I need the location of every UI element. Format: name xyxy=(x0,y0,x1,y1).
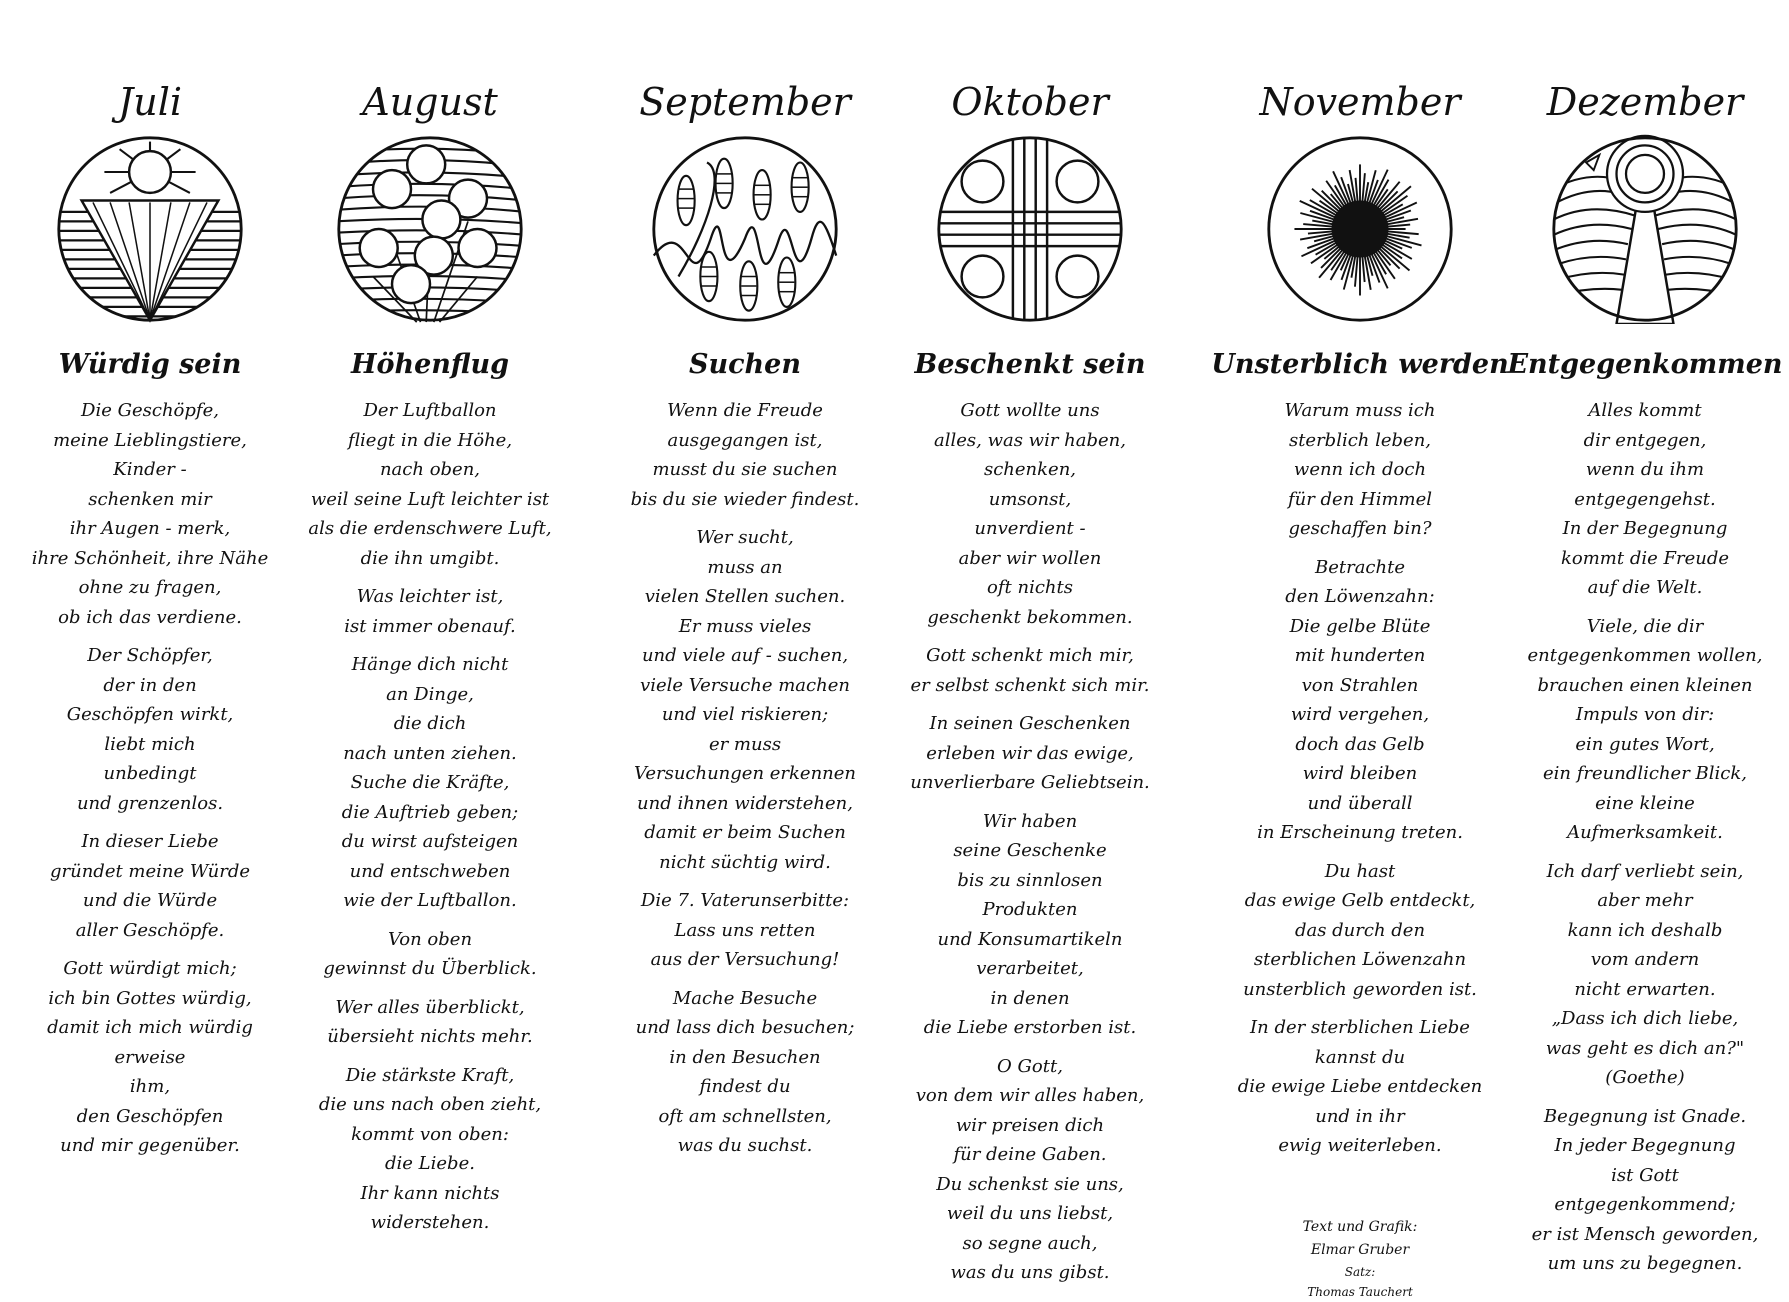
stanza xyxy=(1257,553,1463,848)
column-september xyxy=(600,80,890,1170)
month-title: August xyxy=(362,80,498,124)
verse-line: O Gott, xyxy=(997,1055,1063,1077)
verse-line: aber mehr xyxy=(1597,890,1693,911)
verse-line: und lass dich besuchen; xyxy=(635,1017,855,1038)
credit-line: Satz: xyxy=(1344,1264,1376,1279)
verse-line: verarbeitet, xyxy=(976,958,1084,979)
verse-line: Wenn die Freude xyxy=(667,400,823,421)
column-august xyxy=(285,80,575,1247)
verse-line: die ihn umgibt. xyxy=(360,547,500,569)
verse-line: „Dass ich dich liebe, xyxy=(1551,1008,1739,1029)
verse-line: und Konsumartikeln xyxy=(937,928,1123,950)
verse-line: Gott schenkt mich mir, xyxy=(926,645,1134,666)
verse-line: Hänge dich nicht xyxy=(351,654,509,675)
stanza xyxy=(631,396,860,514)
verse-line: ist Gott xyxy=(1611,1164,1679,1186)
verse-line: Wer alles überblickt, xyxy=(335,996,525,1018)
stanza xyxy=(1528,612,1763,848)
verse-line: Geschöpfen wirkt, xyxy=(66,704,234,725)
verse-line: wenn du ihm xyxy=(1585,459,1705,480)
verse-line: nach oben, xyxy=(379,459,481,480)
verse-line: damit ich mich würdig xyxy=(47,1017,253,1038)
verse-line: und die Würde xyxy=(82,890,218,911)
verse-line: doch das Gelb xyxy=(1295,733,1425,755)
verse-line: wird vergehen, xyxy=(1290,704,1430,725)
stanza xyxy=(916,1052,1144,1288)
verse-line: Mache Besuche xyxy=(672,987,818,1009)
sun-triangle-icon xyxy=(55,134,245,324)
cross-circles-icon xyxy=(935,134,1125,324)
verse-line: du wirst aufsteigen xyxy=(341,831,519,852)
verse-line: gewinnst du Überblick. xyxy=(323,958,537,979)
verse-line: Versuchungen erkennen xyxy=(633,763,857,784)
verse-line: (Goethe) xyxy=(1605,1067,1685,1088)
month-title: Oktober xyxy=(951,80,1109,124)
verse-line: die Liebe. xyxy=(385,1153,475,1174)
stanza xyxy=(308,396,551,573)
verse-line: an Dinge, xyxy=(386,683,474,705)
verse-line: ist immer obenauf. xyxy=(344,615,516,637)
verse-line: Ich darf verliebt sein, xyxy=(1546,860,1744,882)
month-title: Dezember xyxy=(1546,80,1744,124)
verse-line: alles, was wir haben, xyxy=(934,429,1126,451)
verse-line: in den Besuchen xyxy=(669,1046,821,1068)
verse-line: fliegt in die Höhe, xyxy=(347,429,513,451)
column-november xyxy=(1211,80,1509,1302)
credit-line: Text und Grafik: xyxy=(1302,1218,1418,1235)
verse-line: Betrachte xyxy=(1314,556,1405,578)
verse-line: widerstehen. xyxy=(370,1212,490,1233)
verse-line: Gott würdigt mich; xyxy=(63,958,237,979)
stanza xyxy=(50,827,250,945)
verse-line: ob ich das verdiene. xyxy=(58,606,242,628)
verse-line: oft am schnellsten, xyxy=(658,1105,832,1127)
verse-line: In jeder Begegnung xyxy=(1554,1135,1736,1156)
verse-line: umsonst, xyxy=(988,488,1072,510)
verse-line: was du uns gibst. xyxy=(950,1262,1110,1283)
rising-sun-path-icon xyxy=(1550,134,1740,324)
verse-line: bis zu sinnlosen xyxy=(957,869,1103,891)
verse-line: aller Geschöpfe. xyxy=(75,919,225,941)
verse-line: Was leichter ist, xyxy=(356,586,504,607)
verse-line: die uns nach oben zieht, xyxy=(318,1094,542,1115)
stanza xyxy=(1546,857,1744,1093)
verse-line: kann ich deshalb xyxy=(1567,919,1723,941)
verse-line: die Liebe erstorben ist. xyxy=(923,1017,1137,1038)
section-heading: Beschenkt sein xyxy=(914,349,1146,380)
verse-line: Du schenkst sie uns, xyxy=(936,1173,1124,1195)
stanza xyxy=(67,641,234,818)
verse-line: Lass uns retten xyxy=(674,919,816,941)
verse-line: erleben wir das ewige, xyxy=(926,742,1134,764)
verse-line: weil du uns liebst, xyxy=(946,1203,1114,1224)
verse-line: Warum muss ich xyxy=(1284,400,1436,421)
verse-line: Gott wollte uns xyxy=(960,400,1100,421)
verse-line: übersieht nichts mehr. xyxy=(327,1026,533,1047)
verse-line: entgegenkommen wollen, xyxy=(1527,645,1763,666)
verse-line: eine kleine xyxy=(1595,792,1695,814)
verse-line: von Strahlen xyxy=(1301,674,1419,696)
verse-line: Aufmerksamkeit. xyxy=(1567,822,1723,843)
section-heading: Suchen xyxy=(688,349,801,380)
verse-line: bis du sie wieder findest. xyxy=(630,488,860,510)
verse-line: ewig weiterleben. xyxy=(1278,1135,1442,1156)
stanza xyxy=(1285,396,1436,544)
verse-line: ich bin Gottes würdig, xyxy=(48,987,252,1009)
verse-line: und viele auf - suchen, xyxy=(641,645,849,666)
verse-line: Die Geschöpfe, xyxy=(81,400,219,421)
verse-line: und mir gegenüber. xyxy=(60,1135,240,1156)
verse-line: damit er beim Suchen xyxy=(644,822,846,843)
verse-line: er muss xyxy=(708,733,782,755)
verse-line: Alles kommt xyxy=(1588,400,1702,421)
verse-line: die dich xyxy=(393,713,467,734)
verse-line: In der sterblichen Liebe xyxy=(1250,1017,1470,1038)
verse-line: wir preisen dich xyxy=(955,1114,1105,1136)
verse-line: Produkten xyxy=(982,899,1078,920)
section-heading: Unsterblich werden xyxy=(1211,349,1509,380)
verse-line: dir entgegen, xyxy=(1583,429,1707,451)
verse-line: ein gutes Wort, xyxy=(1575,733,1715,755)
month-title: Juli xyxy=(117,80,182,124)
verse-line: Begegnung ist Gnade. xyxy=(1543,1105,1747,1127)
verse-line: In dieser Liebe xyxy=(81,831,219,852)
verse-line: wenn ich doch xyxy=(1293,459,1427,480)
verse-line: die Auftrieb geben; xyxy=(341,801,519,823)
verse-line: das durch den xyxy=(1294,919,1426,941)
verse-line: nicht süchtig wird. xyxy=(659,851,831,873)
verse-line: schenken, xyxy=(983,459,1077,480)
verse-line: Der Schöpfer, xyxy=(87,645,213,666)
verse-line: wird bleiben xyxy=(1302,763,1418,784)
stanza xyxy=(1238,1013,1483,1161)
verse-line: die ewige Liebe entdecken xyxy=(1237,1076,1483,1097)
verse-line: erweise xyxy=(114,1046,186,1068)
stanza xyxy=(634,523,856,877)
verse-line: und entschweben xyxy=(349,860,511,882)
month-title: November xyxy=(1259,80,1461,124)
verse-line: Die 7. Vaterunserbitte: xyxy=(640,890,850,911)
verse-line: kommt die Freude xyxy=(1560,547,1729,569)
verse-line: viele Versuche machen xyxy=(640,674,850,696)
section-heading: Höhenflug xyxy=(350,349,510,380)
stanza xyxy=(911,641,1150,700)
verse-line: in denen xyxy=(990,987,1070,1009)
verse-line: Wer sucht, xyxy=(696,527,794,548)
verse-line: was du suchst. xyxy=(677,1135,813,1156)
verse-line: in Erscheinung treten. xyxy=(1257,822,1463,843)
verse-line: unsterblich geworden ist. xyxy=(1243,978,1477,1000)
verse-line: und grenzenlos. xyxy=(76,792,224,814)
verse-line: unverdient - xyxy=(974,518,1086,539)
verse-line: ohne zu fragen, xyxy=(78,577,222,598)
verse-line: für den Himmel xyxy=(1287,488,1433,510)
verse-line: entgegenkommend; xyxy=(1554,1194,1736,1215)
verse-line: Die gelbe Blüte xyxy=(1289,615,1431,637)
verse-line: vielen Stellen suchen. xyxy=(644,586,846,607)
verse-line: als die erdenschwere Luft, xyxy=(308,518,552,539)
credit-line: Thomas Tauchert xyxy=(1307,1284,1413,1299)
verse-line: entgegengehst. xyxy=(1574,488,1716,510)
verse-line: sterblich leben, xyxy=(1288,429,1432,451)
balloons-icon xyxy=(335,134,525,324)
verse-line: Die stärkste Kraft, xyxy=(345,1064,515,1086)
stanza xyxy=(32,396,269,632)
verse-line: das ewige Gelb entdeckt, xyxy=(1244,890,1476,911)
column-dezember xyxy=(1500,80,1789,1288)
verse-line: oft nichts xyxy=(987,577,1073,598)
stanza xyxy=(1561,396,1729,603)
verse-line: Viele, die dir xyxy=(1586,615,1704,637)
verse-line: kannst du xyxy=(1314,1046,1406,1068)
verse-line: Er muss vieles xyxy=(678,615,812,637)
section-heading: Entgegenkommen xyxy=(1507,349,1783,380)
credit-line: Elmar Gruber xyxy=(1310,1241,1410,1258)
stanza xyxy=(327,993,532,1052)
verse-line: aus der Versuchung! xyxy=(650,949,840,970)
stanza xyxy=(344,582,516,641)
stanza xyxy=(323,925,536,984)
stanza xyxy=(47,954,253,1161)
verse-line: weil seine Luft leichter ist xyxy=(310,488,550,510)
stanza xyxy=(636,984,855,1161)
verse-line: und ihnen widerstehen, xyxy=(637,792,853,814)
verse-line: Kinder - xyxy=(113,459,187,480)
verse-line: schenken mir xyxy=(88,488,212,510)
verse-line: und viel riskieren; xyxy=(661,704,829,725)
verse-line: Suche die Kräfte, xyxy=(350,772,510,793)
verse-line: seine Geschenke xyxy=(953,840,1107,861)
stanza xyxy=(927,396,1132,632)
credits xyxy=(1303,1216,1418,1302)
verse-line: nicht erwarten. xyxy=(1574,978,1716,1000)
verse-line: liebt mich xyxy=(104,733,196,755)
stanza xyxy=(1243,857,1477,1005)
verse-line: ausgegangen ist, xyxy=(667,429,823,451)
verse-line: ihre Schönheit, ihre Nähe xyxy=(31,547,269,569)
verse-line: den Geschöpfen xyxy=(76,1105,224,1127)
verse-line: unverlierbare Geliebtsein. xyxy=(910,772,1150,793)
verse-line: mit hunderten xyxy=(1294,645,1426,666)
column-juli xyxy=(5,80,295,1170)
verse-line: wie der Luftballon. xyxy=(343,890,517,911)
verse-line: Ihr kann nichts xyxy=(360,1182,500,1204)
verse-line: In seinen Geschenken xyxy=(929,713,1131,734)
verse-line: Du hast xyxy=(1324,860,1396,882)
verse-line: so segne auch, xyxy=(962,1232,1098,1254)
verse-line: auf die Welt. xyxy=(1587,577,1703,598)
verse-line: und in ihr xyxy=(1315,1105,1405,1127)
verse-line: Der Luftballon xyxy=(363,400,497,421)
verse-line: kommt von oben: xyxy=(351,1123,509,1145)
verse-line: vom andern xyxy=(1590,949,1700,970)
stanza xyxy=(342,650,518,916)
stanza xyxy=(1532,1102,1759,1279)
column-oktober xyxy=(885,80,1175,1297)
verse-line: ein freundlicher Blick, xyxy=(1543,763,1747,784)
stanza xyxy=(924,807,1137,1043)
verse-line: findest du xyxy=(699,1076,791,1097)
verse-line: für deine Gaben. xyxy=(953,1144,1107,1165)
verse-line: der in den xyxy=(103,674,197,696)
searching-threads-icon xyxy=(650,134,840,324)
verse-line: gründet meine Würde xyxy=(49,860,251,882)
verse-line: brauchen einen kleinen xyxy=(1537,674,1753,696)
verse-line: er ist Mensch geworden, xyxy=(1531,1223,1759,1245)
stanza xyxy=(641,886,849,975)
stanza xyxy=(319,1061,541,1238)
month-title: September xyxy=(639,80,851,124)
section-heading: Würdig sein xyxy=(58,349,242,380)
verse-line: In der Begegnung xyxy=(1562,518,1728,539)
verse-line: Von oben xyxy=(387,928,473,950)
verse-line: ihm, xyxy=(129,1076,171,1097)
verse-line: aber wir wollen xyxy=(958,547,1102,569)
verse-line: muss an xyxy=(707,556,783,578)
verse-line: Wir haben xyxy=(982,810,1078,832)
verse-line: nach unten ziehen. xyxy=(343,742,517,764)
verse-line: um uns zu begegnen. xyxy=(1547,1253,1743,1274)
verse-line: Impuls von dir: xyxy=(1575,704,1715,725)
verse-line: unbedingt xyxy=(103,763,197,784)
verse-line: geschenkt bekommen. xyxy=(927,606,1133,628)
verse-line: was geht es dich an?" xyxy=(1545,1037,1745,1059)
dandelion-icon xyxy=(1265,134,1455,324)
verse-line: sterblichen Löwenzahn xyxy=(1253,949,1467,970)
stanza xyxy=(910,709,1150,798)
verse-line: musst du sie suchen xyxy=(652,459,838,480)
verse-line: geschaffen bin? xyxy=(1288,518,1432,539)
verse-line: ihr Augen - merk, xyxy=(69,518,231,539)
verse-line: den Löwenzahn: xyxy=(1285,586,1435,607)
verse-line: er selbst schenkt sich mir. xyxy=(910,674,1150,696)
verse-line: und überall xyxy=(1307,792,1413,814)
verse-line: von dem wir alles haben, xyxy=(915,1085,1145,1106)
verse-line: meine Lieblingstiere, xyxy=(53,429,247,451)
